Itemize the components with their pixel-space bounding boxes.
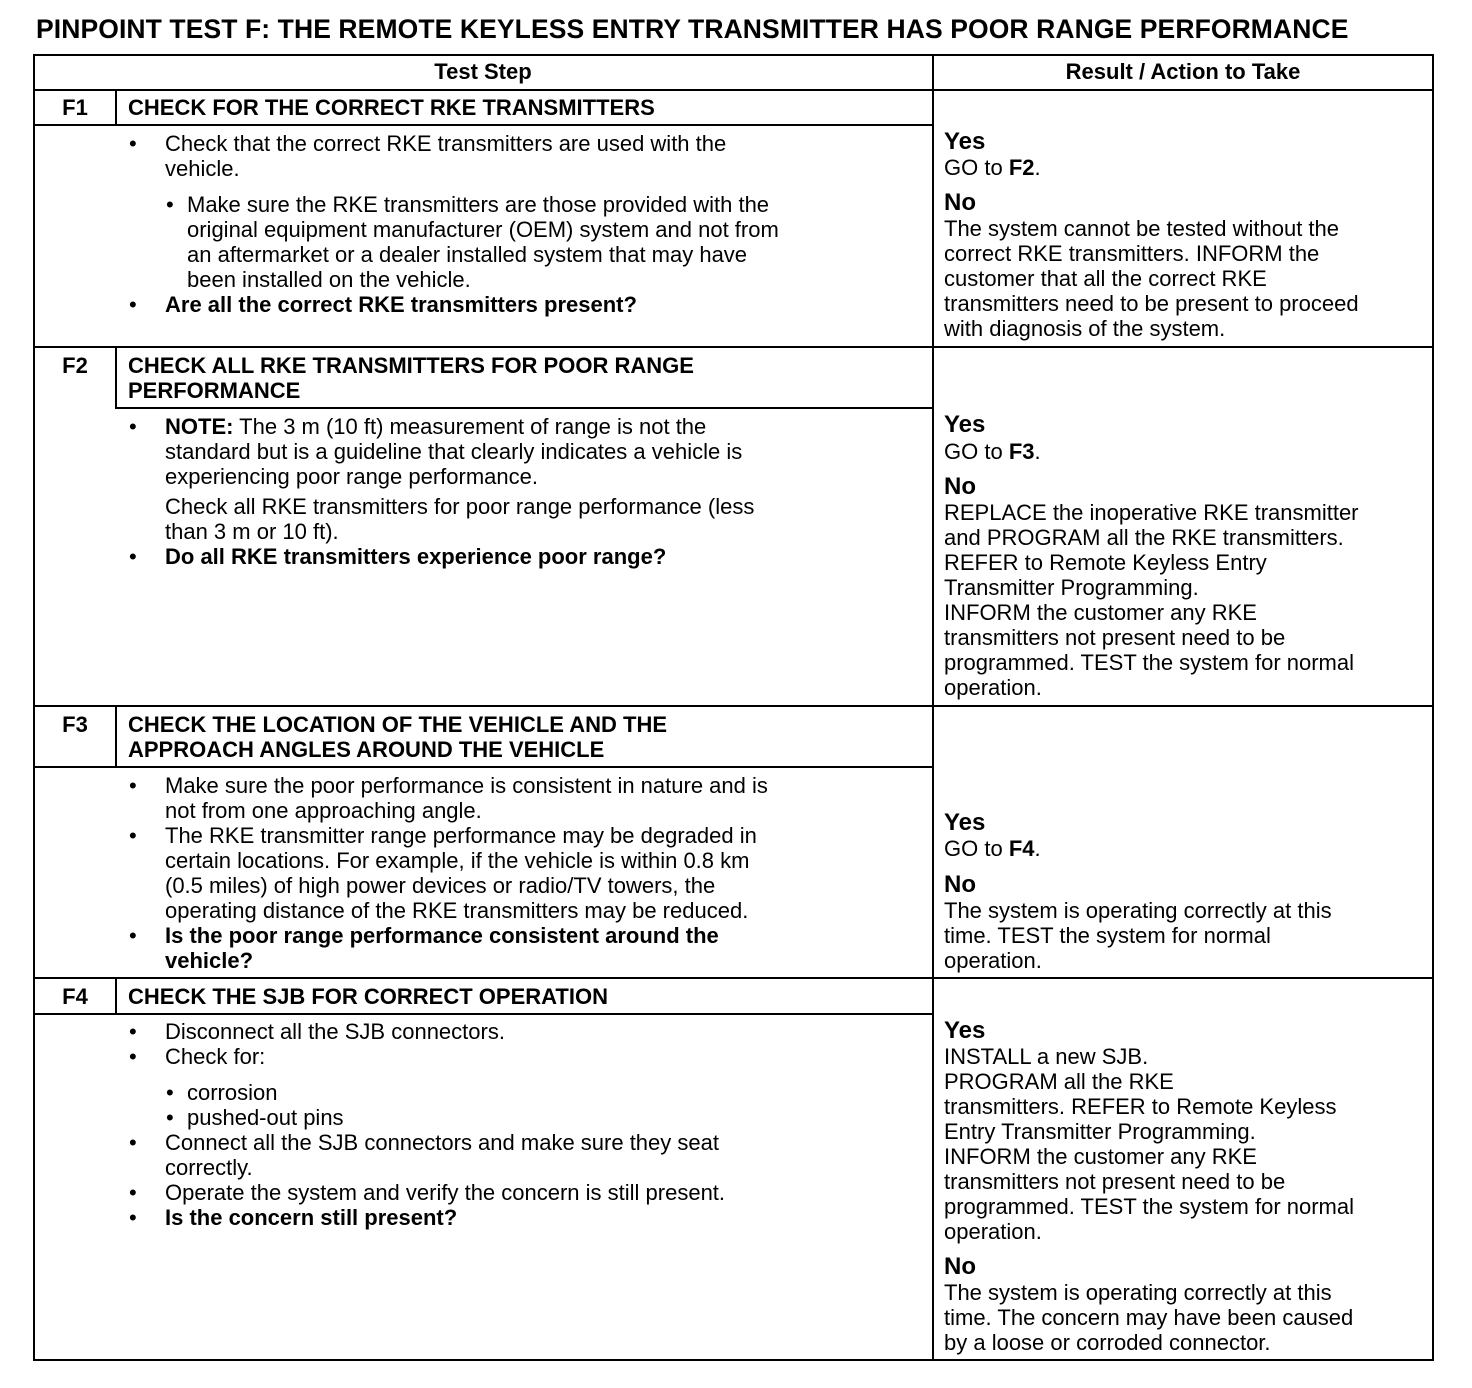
no-line: The system is operating correctly at this bbox=[944, 898, 1332, 923]
step-divider-f4 bbox=[115, 977, 117, 1015]
column-divider bbox=[932, 54, 934, 1361]
step-question: vehicle? bbox=[165, 948, 254, 973]
step-question: Are all the correct RKE transmitters present? bbox=[165, 292, 637, 317]
step-line: operating distance of the RKE transmitters may be reduced. bbox=[165, 898, 749, 923]
test-step-header: Test Step bbox=[434, 59, 532, 84]
step-line: experiencing poor range performance. bbox=[165, 464, 539, 489]
step-divider-f3 bbox=[115, 705, 117, 768]
step-line: standard but is a guideline that clearly indicates a vehicle is bbox=[165, 439, 743, 464]
yes-label: Yes bbox=[944, 1017, 986, 1044]
step-title-f4: CHECK THE SJB FOR CORRECT OPERATION bbox=[128, 984, 608, 1009]
row-divider-f3-f4 bbox=[33, 977, 1434, 979]
no-line: INFORM the customer any RKE bbox=[944, 600, 1257, 625]
yes-action: GO to F3. bbox=[944, 439, 1041, 464]
no-label: No bbox=[944, 473, 976, 500]
bullet: • bbox=[129, 292, 137, 317]
step-line: an aftermarket or a dealer installed system that may have bbox=[187, 242, 748, 267]
no-line: time. TEST the system for normal bbox=[944, 923, 1271, 948]
yes-line: operation. bbox=[944, 1219, 1042, 1244]
step-title-f2: CHECK ALL RKE TRANSMITTERS FOR POOR RANGE bbox=[128, 353, 694, 378]
step-question: Is the concern still present? bbox=[165, 1205, 458, 1230]
step-rule-f3 bbox=[33, 766, 933, 768]
no-label: No bbox=[944, 1253, 976, 1280]
step-line: Make sure the RKE transmitters are those provided with the bbox=[187, 192, 770, 217]
step-rule-f2 bbox=[115, 407, 933, 409]
yes-label: Yes bbox=[944, 809, 986, 836]
step-question: Do all RKE transmitters experience poor range? bbox=[165, 544, 667, 569]
no-line: and PROGRAM all the RKE transmitters. bbox=[944, 525, 1344, 550]
no-line: operation. bbox=[944, 675, 1042, 700]
bullet: • bbox=[166, 192, 174, 217]
step-line: Make sure the poor performance is consistent in nature and is bbox=[165, 773, 768, 798]
bullet: • bbox=[129, 923, 137, 948]
step-line: been installed on the vehicle. bbox=[187, 267, 471, 292]
step-line: than 3 m or 10 ft). bbox=[165, 519, 339, 544]
yes-line: transmitters. REFER to Remote Keyless bbox=[944, 1094, 1337, 1119]
step-line: certain locations. For example, if the vehicle is within 0.8 km bbox=[165, 848, 750, 873]
step-line: correctly. bbox=[165, 1155, 253, 1180]
step-title-f1: CHECK FOR THE CORRECT RKE TRANSMITTERS bbox=[128, 95, 655, 120]
yes-line: transmitters not present need to be bbox=[944, 1169, 1286, 1194]
row-divider-f2-f3 bbox=[33, 705, 1434, 707]
yes-action: GO to F4. bbox=[944, 836, 1041, 861]
step-line: corrosion bbox=[187, 1080, 278, 1105]
no-line: by a loose or corroded connector. bbox=[944, 1330, 1271, 1355]
step-note: NOTE: The 3 m (10 ft) measurement of range is not the bbox=[165, 414, 707, 439]
no-line: transmitters not present need to be bbox=[944, 625, 1286, 650]
step-line: Check all RKE transmitters for poor range performance (less bbox=[165, 494, 755, 519]
bullet: • bbox=[129, 823, 137, 848]
no-line: REPLACE the inoperative RKE transmitter bbox=[944, 500, 1359, 525]
bullet: • bbox=[129, 1130, 137, 1155]
no-line: The system cannot be tested without the bbox=[944, 216, 1340, 241]
no-line: with diagnosis of the system. bbox=[944, 316, 1226, 341]
step-line: not from one approaching angle. bbox=[165, 798, 482, 823]
step-line: Check for: bbox=[165, 1044, 266, 1069]
step-line: (0.5 miles) of high power devices or radio/TV towers, the bbox=[165, 873, 716, 898]
step-id-f3: F3 bbox=[62, 712, 88, 737]
no-line: REFER to Remote Keyless Entry bbox=[944, 550, 1267, 575]
no-line: Transmitter Programming. bbox=[944, 575, 1199, 600]
page-title: PINPOINT TEST F: THE REMOTE KEYLESS ENTRY TRANSMITTER HAS POOR RANGE PERFORMANCE bbox=[36, 14, 1349, 44]
bullet: • bbox=[166, 1105, 174, 1130]
bullet: • bbox=[129, 773, 137, 798]
bullet: • bbox=[129, 1019, 137, 1044]
step-line: pushed-out pins bbox=[187, 1105, 344, 1130]
result-header: Result / Action to Take bbox=[1065, 59, 1301, 84]
bullet: • bbox=[129, 1044, 137, 1069]
bullet: • bbox=[129, 544, 137, 569]
step-line: Operate the system and verify the concern is still present. bbox=[165, 1180, 726, 1205]
step-title-f2-cont: PERFORMANCE bbox=[128, 378, 301, 403]
step-line: The RKE transmitter range performance may be degraded in bbox=[165, 823, 757, 848]
header-divider bbox=[33, 89, 1434, 91]
step-line: Disconnect all the SJB connectors. bbox=[165, 1019, 505, 1044]
row-divider-f1-f2 bbox=[33, 346, 1434, 348]
bullet: • bbox=[166, 1080, 174, 1105]
step-line: vehicle. bbox=[165, 156, 240, 181]
no-line: time. The concern may have been caused bbox=[944, 1305, 1354, 1330]
no-label: No bbox=[944, 871, 976, 898]
step-line: Check that the correct RKE transmitters are used with the bbox=[165, 131, 727, 156]
yes-action: GO to F2. bbox=[944, 155, 1041, 180]
bullet: • bbox=[129, 131, 137, 156]
yes-line: PROGRAM all the RKE bbox=[944, 1069, 1174, 1094]
step-divider-f1 bbox=[115, 89, 117, 126]
step-id-f4: F4 bbox=[62, 984, 88, 1009]
yes-line: programmed. TEST the system for normal bbox=[944, 1194, 1354, 1219]
step-rule-f1 bbox=[33, 124, 933, 126]
no-line: The system is operating correctly at this bbox=[944, 1280, 1332, 1305]
no-line: operation. bbox=[944, 948, 1042, 973]
no-line: correct RKE transmitters. INFORM the bbox=[944, 241, 1320, 266]
yes-line: Entry Transmitter Programming. bbox=[944, 1119, 1256, 1144]
step-id-f2: F2 bbox=[62, 353, 88, 378]
yes-label: Yes bbox=[944, 128, 986, 155]
step-question: Is the poor range performance consistent around the bbox=[165, 923, 719, 948]
step-title-f3-cont: APPROACH ANGLES AROUND THE VEHICLE bbox=[128, 737, 605, 762]
step-title-f3: CHECK THE LOCATION OF THE VEHICLE AND THE bbox=[128, 712, 667, 737]
bullet: • bbox=[129, 1205, 137, 1230]
step-rule-f4 bbox=[33, 1013, 933, 1015]
yes-label: Yes bbox=[944, 411, 986, 438]
yes-line: INSTALL a new SJB. bbox=[944, 1044, 1149, 1069]
step-line: original equipment manufacturer (OEM) system and not from bbox=[187, 217, 779, 242]
bullet: • bbox=[129, 1180, 137, 1205]
yes-line: INFORM the customer any RKE bbox=[944, 1144, 1257, 1169]
step-line: Connect all the SJB connectors and make sure they seat bbox=[165, 1130, 719, 1155]
no-line: customer that all the correct RKE bbox=[944, 266, 1267, 291]
no-line: transmitters need to be present to proceed bbox=[944, 291, 1359, 316]
step-divider-f2 bbox=[115, 346, 117, 409]
bullet: • bbox=[129, 414, 137, 439]
no-label: No bbox=[944, 189, 976, 216]
no-line: programmed. TEST the system for normal bbox=[944, 650, 1354, 675]
step-id-f1: F1 bbox=[62, 95, 88, 120]
